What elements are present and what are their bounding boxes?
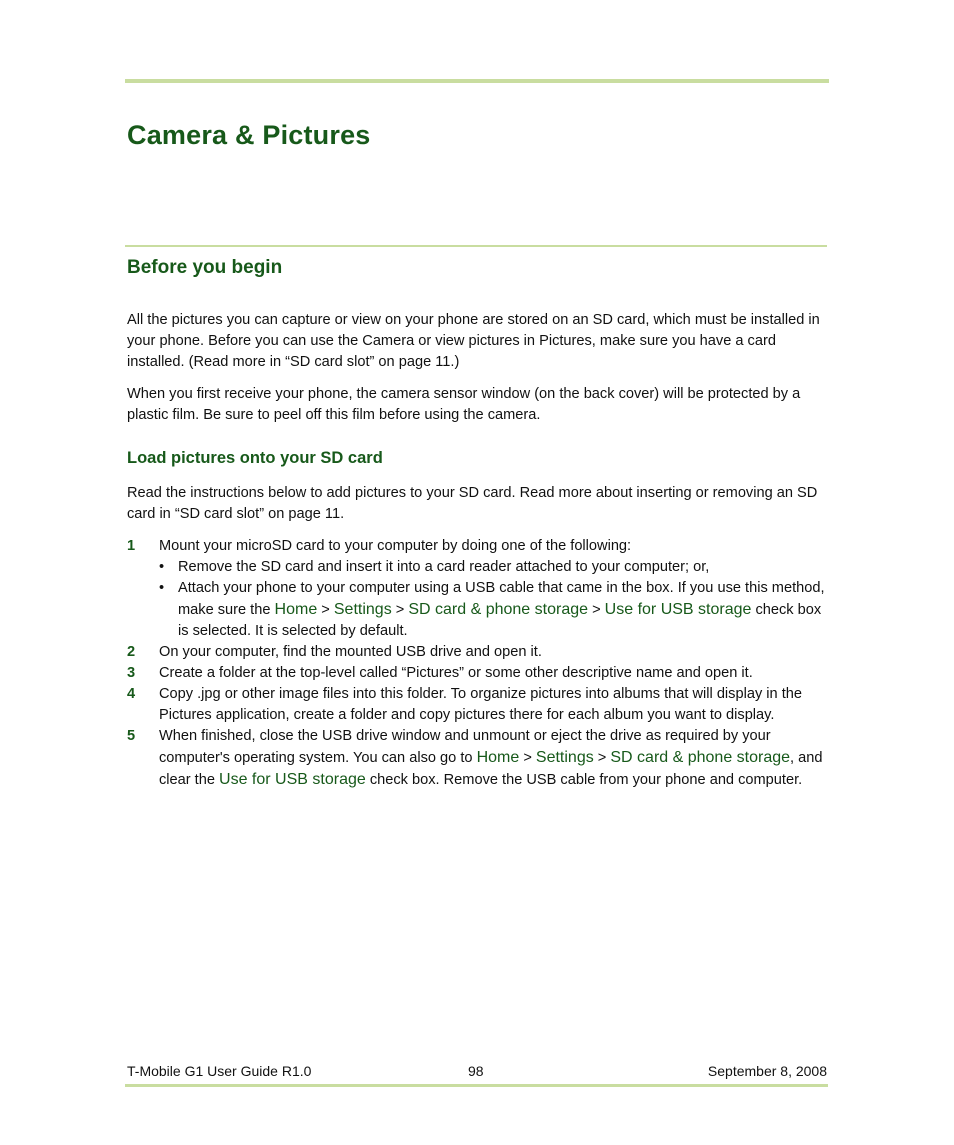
step-4 (127, 684, 827, 726)
chapter-title: Camera & Pictures (127, 120, 371, 150)
step-1 (127, 536, 827, 642)
path-separator: > (592, 602, 601, 618)
menu-path-sd-storage: SD card & phone storage (408, 601, 589, 618)
step-text-end: check box. Remove the USB cable from your phone and computer. (365, 772, 803, 788)
step-2 (127, 642, 827, 663)
footer-rule (125, 1084, 828, 1087)
steps-list (127, 536, 827, 791)
menu-path-home: Home (274, 601, 318, 618)
header-rule (125, 79, 829, 83)
bullet-item (159, 557, 827, 578)
step-number: 5 (127, 728, 136, 744)
step-1-bullets (159, 557, 827, 642)
step-number: 3 (127, 665, 136, 681)
subsection-intro: Read the instructions below to add pictures to your SD card. Read more about inserting or removing an SD card in “SD card slot” on page 11. (127, 485, 818, 522)
bullet-text: Remove the SD card and insert it into a card reader attached to your computer; or, (178, 559, 710, 575)
step-number: 4 (127, 686, 136, 702)
step-5 (127, 726, 827, 791)
bullet-icon: • (159, 580, 165, 596)
section-title: Before you begin (127, 257, 283, 278)
step-number: 1 (127, 538, 136, 554)
paragraph-sd-card: All the pictures you can capture or view on your phone are stored on an SD card, which must be installed in your phone. Before you can use the Camera or view pictures in Pictures, make sure you have a card installed. (Read more in “SD card slot” on page 11.) (127, 312, 820, 370)
step-number: 2 (127, 644, 136, 660)
menu-path-use-usb-storage: Use for USB storage (219, 771, 366, 788)
path-separator: > (321, 602, 330, 618)
step-text-start: When finished, close the USB drive window and unmount or eject the drive as required by your computer's operating system. You can also go to (159, 728, 771, 766)
step-text: Copy .jpg or other image files into this folder. To organize pictures into albums that will display in the Pictures application, create a folder and copy pictures there for each album you want to display. (159, 686, 803, 723)
menu-path-settings: Settings (535, 749, 594, 766)
path-separator: > (395, 602, 405, 618)
menu-path-settings: Settings (333, 601, 392, 618)
menu-path-sd-storage: SD card & phone storage (610, 749, 791, 766)
section-rule (125, 245, 827, 247)
step-text-mid: , and clear the (159, 750, 823, 788)
menu-path-use-usb-storage: Use for USB storage (604, 601, 752, 618)
bullet-item (159, 578, 827, 642)
subsection-title: Load pictures onto your SD card (127, 449, 383, 467)
bullet-text: Attach your phone to your computer using a USB cable that came in the box. If you use this method, make sure the (178, 580, 825, 618)
footer-date: September 8, 2008 (707, 1063, 827, 1079)
step-text: Mount your microSD card to your computer by doing one of the following: (159, 538, 632, 554)
footer-page-number: 98 (468, 1063, 484, 1079)
paragraph-protective-film: When you first receive your phone, the camera sensor window (on the back cover) will be protected by a plastic film. Be sure to peel off this film before using the camera. (127, 386, 801, 423)
path-separator: > (523, 750, 532, 766)
footer-guide-title: T-Mobile G1 User Guide R1.0 (127, 1063, 312, 1079)
menu-path-home: Home (476, 749, 520, 766)
path-separator: > (597, 750, 607, 766)
step-text: Create a folder at the top-level called “Pictures” or some other descriptive name and open it. (159, 665, 753, 681)
bullet-icon: • (159, 559, 165, 575)
step-text (159, 726, 827, 791)
step-text: On your computer, find the mounted USB drive and open it. (159, 644, 542, 660)
step-3 (127, 663, 827, 684)
bullet-text-end: check box is selected. It is selected by default. (178, 602, 822, 639)
